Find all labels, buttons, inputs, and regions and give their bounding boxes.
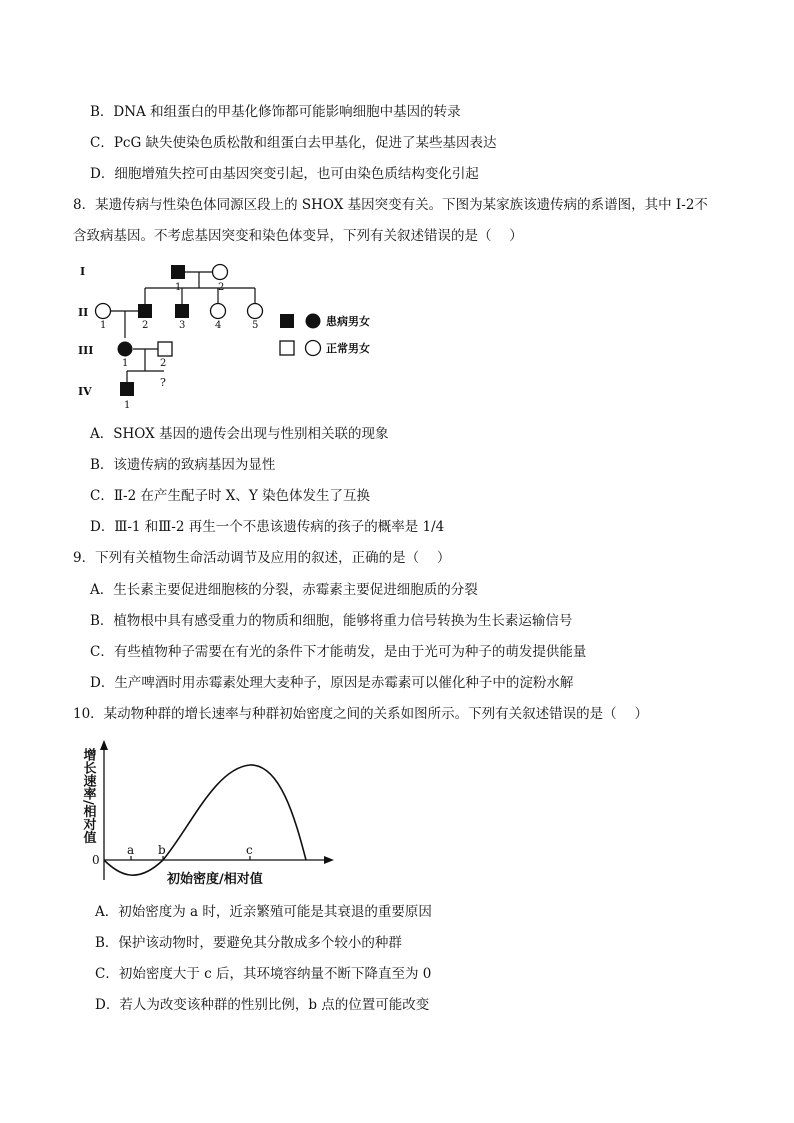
legend-normal-label: 正常男女: [326, 342, 370, 355]
q10-option-b: B．保护该动物时，要避免其分散成多个较小的种群: [95, 935, 402, 951]
q10-option-d: D．若人为改变该种群的性别比例，b 点的位置可能改变: [95, 997, 430, 1013]
q9-option-c: C．有些植物种子需要在有光的条件下才能萌发，是由于光可为种子的萌发提供能量: [90, 644, 587, 660]
svg-text:4: 4: [215, 320, 222, 331]
q8-option-b: B．该遗传病的致病基因为显性: [90, 457, 276, 473]
q7-option-b: B．DNA 和组蛋白的甲基化修饰都可能影响细胞中基因的转录: [90, 104, 461, 120]
svg-text:1: 1: [175, 282, 182, 293]
svg-text:2: 2: [142, 320, 149, 331]
svg-text:3: 3: [179, 320, 186, 331]
q9-stem: 9．下列有关植物生命活动调节及应用的叙述，正确的是（ ）: [73, 550, 451, 566]
legend-normal-male-icon: [280, 341, 294, 355]
gen-label-4: IV: [78, 385, 92, 398]
q7-option-c: C．PcG 缺失使染色质松散和组蛋白去甲基化，促进了某些基因表达: [90, 135, 497, 151]
q10-option-a: A．初始密度为 a 时，近亲繁殖可能是其衰退的重要原因: [95, 904, 432, 920]
svg-text:1: 1: [124, 400, 131, 411]
origin-label: 0: [92, 853, 100, 867]
x-axis-arrow: [324, 856, 334, 864]
point-c-label: c: [246, 843, 253, 857]
legend-normal-female-icon: [306, 341, 321, 356]
II2-affected-male: [138, 304, 152, 318]
y-axis-arrow: [100, 740, 108, 750]
legend-affected-male-icon: [280, 314, 294, 328]
svg-text:1: 1: [100, 320, 107, 331]
growth-rate-curve: [104, 765, 306, 875]
II3-affected-male: [175, 304, 189, 318]
q9-option-b: B．植物根中具有感受重力的物质和细胞，能够将重力信号转换为生长素运输信号: [90, 613, 573, 629]
growth-rate-graph: [70, 738, 350, 888]
svg-text:2: 2: [218, 282, 225, 293]
q10-option-c: C．初始密度大于 c 后，其环境容纳量不断下降直至为 0: [95, 966, 432, 982]
q10-stem: 10．某动物种群的增长速率与种群初始密度之间的关系如图所示。下列有关叙述错误的是（ ）: [73, 706, 648, 722]
III2-normal-male: [158, 342, 172, 356]
II1-normal-female: [96, 304, 111, 319]
q9-option-d: D．生产啤酒时用赤霉素处理大麦种子，原因是赤霉素可以催化种子中的淀粉水解: [90, 675, 574, 691]
q7-option-d: D．细胞增殖失控可由基因突变引起，也可由染色质结构变化引起: [90, 166, 479, 182]
q8-option-c: C．Ⅱ-2 在产生配子时 X、Y 染色体发生了互换: [90, 488, 371, 504]
q8-option-d: D．Ⅲ-1 和Ⅲ-2 再生一个不患该遗传病的孩子的概率是 1/4: [90, 519, 445, 535]
x-axis-label: 初始密度/相对值: [167, 872, 263, 887]
point-b-label: b: [158, 843, 166, 857]
I1-affected-male: [171, 265, 185, 279]
gen-label-2: II: [78, 306, 89, 319]
svg-text:1: 1: [122, 358, 129, 369]
q8-option-a: A．SHOX 基因的遗传会出现与性别相关联的现象: [90, 426, 389, 442]
gen-label-3: III: [78, 344, 94, 357]
y-axis-label: 增长速率/相对值: [80, 748, 96, 844]
svg-text:2: 2: [160, 358, 167, 369]
pedigree-chart: [70, 258, 470, 411]
II5-normal-female: [248, 304, 263, 319]
I2-normal-female: [213, 265, 228, 280]
q9-option-a: A．生长素主要促进细胞核的分裂，赤霉素主要促进细胞质的分裂: [90, 582, 478, 598]
II4-normal-female: [211, 304, 226, 319]
legend-affected-label: 患病男女: [326, 315, 370, 328]
svg-text:5: 5: [252, 320, 259, 331]
legend-affected-female-icon: [306, 314, 321, 329]
IV1-affected-male: [120, 382, 134, 396]
III1-affected-female: [118, 342, 133, 357]
gen-label-1: I: [80, 265, 86, 278]
IV-unknown-child: ?: [160, 376, 166, 389]
q8-stem-line1: 8．某遗传病与性染色体同源区段上的 SHOX 基因突变有关。下图为某家族该遗传病的系谱图，其中 I-2不: [73, 197, 708, 213]
q8-stem-line2: 含致病基因。不考虑基因突变和染色体变异，下列有关叙述错误的是（ ）: [73, 228, 523, 244]
point-a-label: a: [127, 843, 135, 857]
